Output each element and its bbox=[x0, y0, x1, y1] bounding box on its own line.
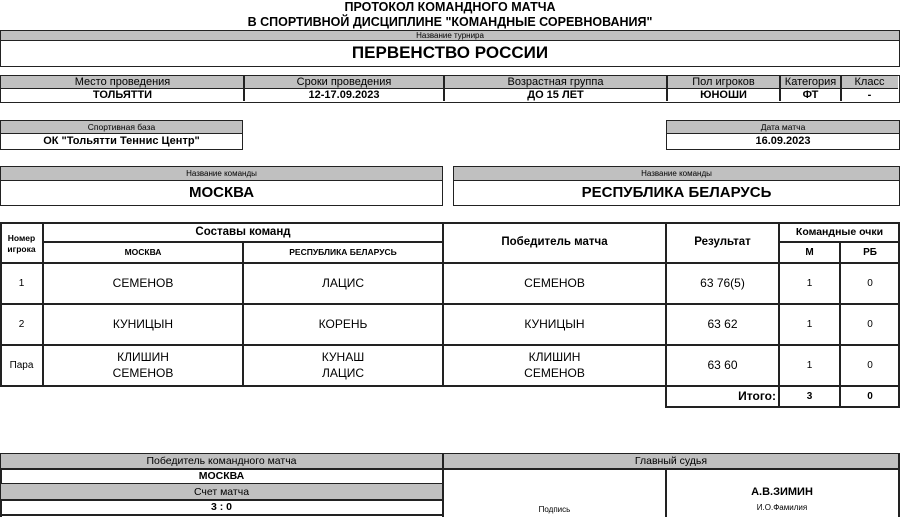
team1-column-header: МОСКВА bbox=[124, 247, 162, 257]
row3-winner2-name: СЕМЕНОВ bbox=[524, 366, 585, 380]
row1-points2: 0 bbox=[867, 277, 873, 289]
dates-value: 12-17.09.2023 bbox=[308, 89, 380, 101]
team-winner-value: МОСКВА bbox=[198, 470, 245, 482]
footer-block bbox=[0, 453, 900, 517]
row3-team2-players bbox=[243, 345, 443, 385]
team2-block bbox=[453, 166, 900, 206]
row2-team2-player-name: КОРЕНЬ bbox=[318, 317, 368, 331]
document-title-line2: В СПОРТИВНОЙ ДИСЦИПЛИНЕ "КОМАНДНЫЕ СОРЕВНОВАНИЯ" bbox=[247, 15, 653, 29]
row1-team1-player-name: СЕМЕНОВ bbox=[112, 276, 174, 290]
winner-header: Победитель матча bbox=[501, 236, 608, 248]
place-value: ТОЛЬЯТТИ bbox=[92, 89, 153, 101]
category-label: Категория bbox=[784, 76, 837, 88]
tournament-name: ПЕРВЕНСТВО РОССИИ bbox=[1, 41, 899, 65]
category-value: ФТ bbox=[802, 89, 819, 101]
age-group-value: ДО 15 ЛЕТ bbox=[527, 89, 584, 101]
row2-number: 2 bbox=[18, 318, 25, 330]
signature-label: Подпись bbox=[538, 504, 571, 514]
team1-name: МОСКВА bbox=[1, 181, 442, 204]
class-label: Класс bbox=[854, 76, 885, 88]
row3-team1-player2-name: СЕМЕНОВ bbox=[112, 366, 174, 380]
total-label: Итого: bbox=[738, 389, 776, 403]
team2-name: РЕСПУБЛИКА БЕЛАРУСЬ bbox=[454, 181, 899, 204]
info-table bbox=[0, 75, 900, 103]
match-date-block bbox=[666, 120, 900, 150]
age-group-label: Возрастная группа bbox=[507, 76, 604, 88]
team1-block bbox=[0, 166, 443, 206]
team1-label: Название команды bbox=[1, 167, 442, 181]
team-points-header: Командные очки bbox=[795, 225, 884, 238]
row3-team2-player2-name: ЛАЦИС bbox=[321, 366, 365, 380]
team-winner-label: Победитель командного матча bbox=[1, 454, 442, 468]
row3-winner1-name: КЛИШИН bbox=[528, 350, 581, 364]
row1-number: 1 bbox=[18, 277, 25, 289]
row2-winner-name: КУНИЦЫН bbox=[524, 317, 585, 331]
row2-team1-player-name: КУНИЦЫН bbox=[112, 317, 174, 331]
row1-winner bbox=[443, 263, 666, 303]
points1-header: М bbox=[805, 246, 814, 258]
total-points1: 3 bbox=[806, 390, 813, 402]
row1-winner-name: СЕМЕНОВ bbox=[524, 276, 585, 290]
row1-team2-player bbox=[243, 263, 443, 303]
lineups-header: Составы команд bbox=[195, 225, 291, 238]
row1-team2-player-name: ЛАЦИС bbox=[321, 276, 365, 290]
place-label: Место проведения bbox=[74, 76, 171, 88]
row3-team1-players bbox=[43, 345, 243, 385]
row2-points1: 1 bbox=[806, 318, 813, 330]
row1-team1-player bbox=[43, 263, 243, 303]
venue-value: ОК "Тольятти Теннис Центр" bbox=[1, 134, 242, 148]
team2-label: Название команды bbox=[454, 167, 899, 181]
venue-label: Спортивная база bbox=[1, 121, 242, 134]
match-score-label: Счет матча bbox=[1, 484, 442, 499]
total-points2: 0 bbox=[867, 390, 873, 402]
match-date-label: Дата матча bbox=[667, 121, 899, 134]
player-number-header: Номер игрока bbox=[7, 233, 36, 254]
row2-winner bbox=[443, 304, 666, 344]
row2-team1-player bbox=[43, 304, 243, 344]
row3-team2-player1-name: КУНАШ bbox=[321, 350, 365, 364]
row3-points2: 0 bbox=[867, 359, 873, 371]
dates-label: Сроки проведения bbox=[296, 76, 392, 88]
row2-result: 63 62 bbox=[707, 317, 738, 331]
gender-label: Пол игроков bbox=[692, 76, 755, 88]
row3-team1-player1-name: КЛИШИН bbox=[117, 350, 169, 364]
tournament-block bbox=[0, 30, 900, 67]
venue-block bbox=[0, 120, 243, 150]
gender-value: ЮНОШИ bbox=[700, 89, 747, 101]
match-date-value: 16.09.2023 bbox=[667, 134, 899, 148]
row3-winner bbox=[443, 345, 666, 385]
row3-points1: 1 bbox=[806, 359, 813, 371]
points2-header: РБ bbox=[863, 246, 877, 258]
judge-name-caption: И.О.Фамилия bbox=[756, 502, 808, 512]
class-value: - bbox=[867, 89, 872, 101]
match-score-value: 3 : 0 bbox=[210, 501, 232, 513]
tournament-label: Название турнира bbox=[1, 31, 899, 41]
row1-points1: 1 bbox=[806, 277, 813, 289]
row2-team2-player bbox=[243, 304, 443, 344]
row2-points2: 0 bbox=[867, 318, 873, 330]
document-title-line1: ПРОТОКОЛ КОМАНДНОГО МАТЧА bbox=[344, 0, 556, 14]
team2-column-header: РЕСПУБЛИКА БЕЛАРУСЬ bbox=[289, 247, 397, 257]
result-header: Результат bbox=[694, 236, 751, 248]
chief-judge-label: Главный судья bbox=[444, 454, 898, 468]
matches-table bbox=[0, 222, 900, 408]
row3-result: 63 60 bbox=[707, 358, 738, 372]
row1-result: 63 76(5) bbox=[700, 276, 745, 290]
row3-number: Пара bbox=[9, 359, 34, 371]
chief-judge-name: А.В.ЗИМИН bbox=[751, 486, 813, 498]
